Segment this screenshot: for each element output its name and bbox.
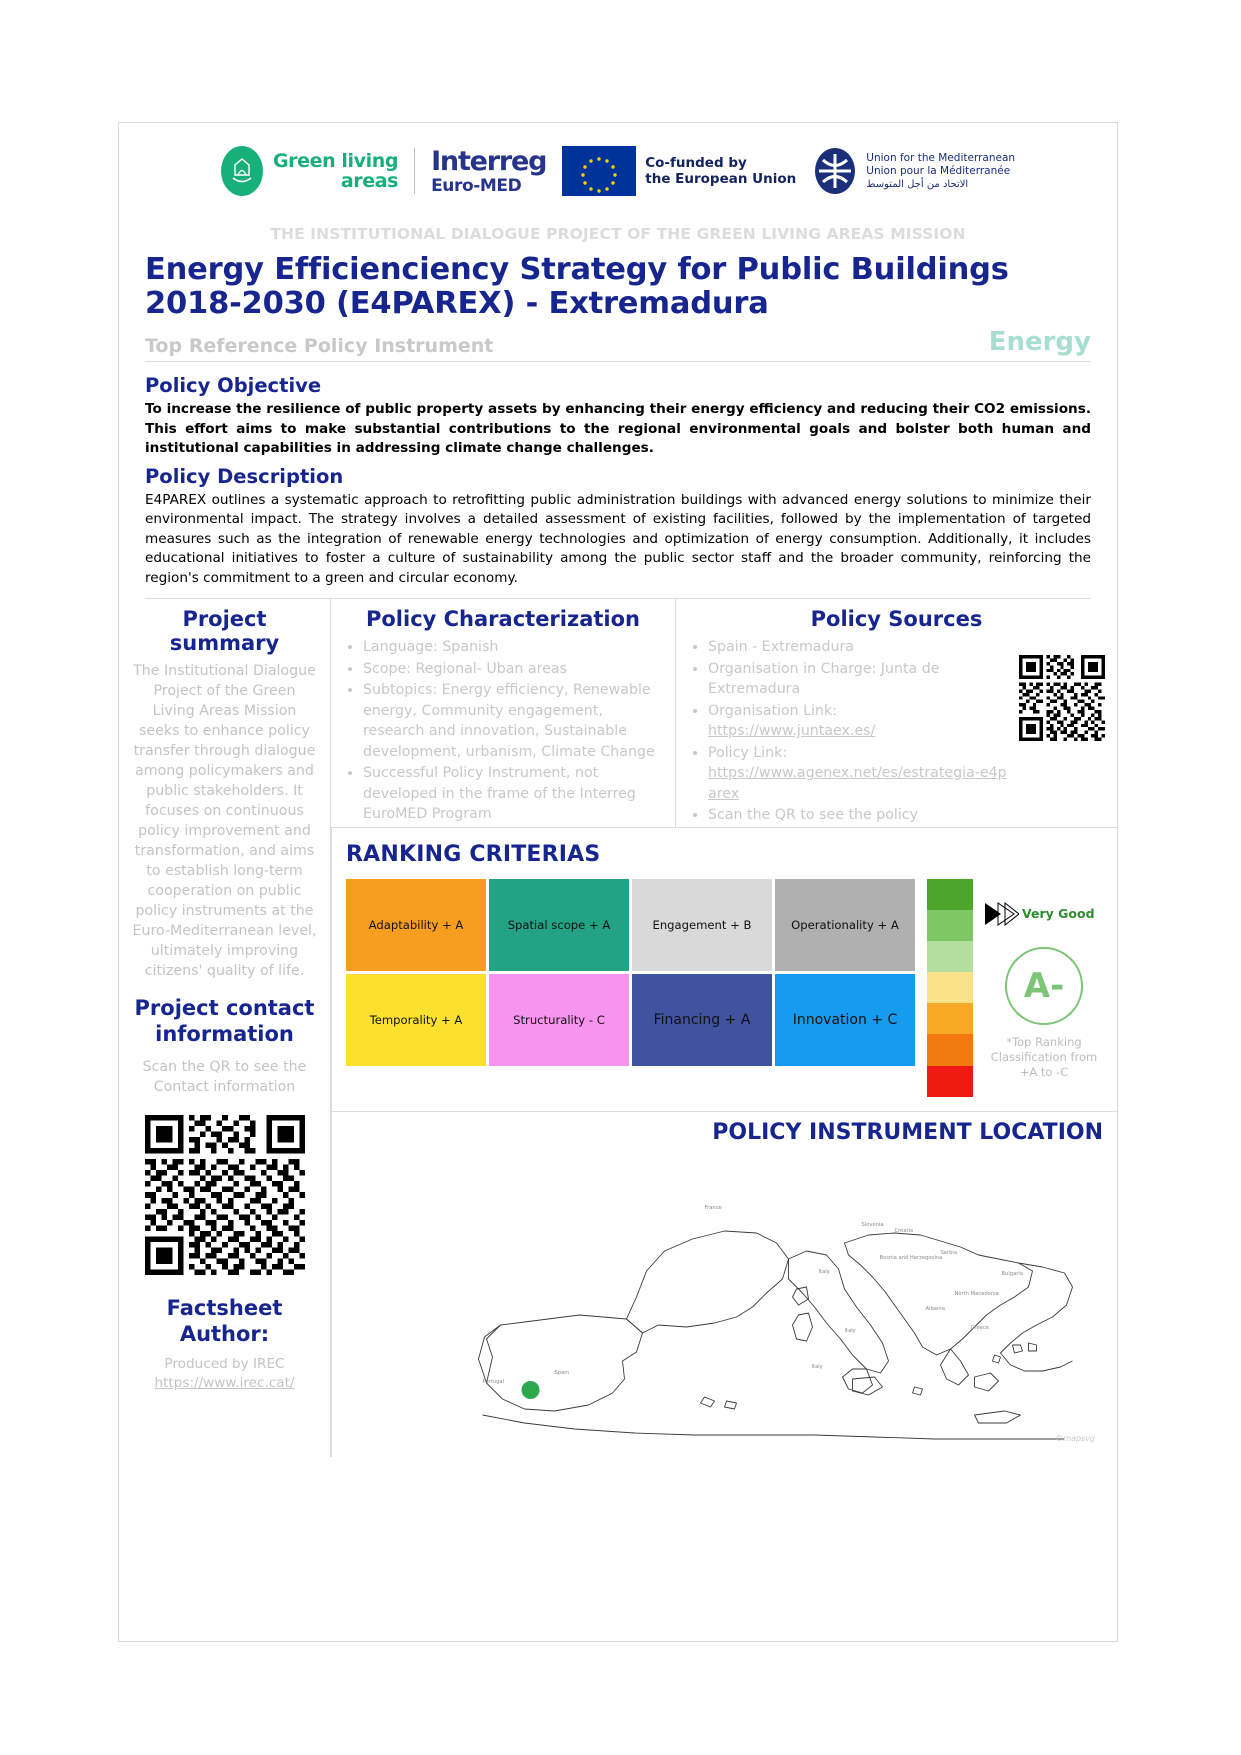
scale-step-5 [927, 1003, 973, 1034]
criterion-structurality [489, 974, 629, 1066]
eu-flag-icon [562, 146, 636, 196]
criterion-label: Financing + A [653, 1011, 751, 1028]
list-item: • Successful Policy Instrument, not developed in the frame of the Interreg EuroMED Program [363, 763, 663, 825]
kicker-text: THE INSTITUTIONAL DIALOGUE PROJECT OF THE GREEN LIVING AREAS MISSION [270, 225, 966, 243]
ufm-line-3: الاتحاد من أجل المتوسط [866, 178, 969, 190]
policy-qr-code[interactable] [1019, 655, 1105, 741]
list-item: • Language: Spanish [363, 637, 663, 658]
instrument-type-label: Top Reference Policy Instrument [145, 335, 494, 357]
factsheet-author-heading: Factsheet Author: [166, 1296, 283, 1346]
criterion-label: Structurality - C [513, 1012, 605, 1027]
location-marker [522, 1381, 540, 1399]
ranking-section [331, 827, 1117, 1111]
criterion-spatial-scope [489, 879, 629, 971]
map-label-north-macedonia: North Macedonia [954, 1290, 999, 1297]
criterion-label: Engagement + B [652, 917, 752, 932]
objective-section [119, 362, 1117, 599]
eu-line-1: Co-funded by [645, 155, 747, 171]
project-contact-heading: Project contact information [134, 996, 315, 1046]
list-item: • Scan the QR to see the policy [708, 805, 1013, 826]
list-item: • Spain - Extremadura [708, 637, 1013, 658]
map-label-albania: Albania [925, 1305, 945, 1312]
rating-label: Very Good [1022, 906, 1095, 921]
policy-sources-list [688, 637, 1013, 827]
map-label-italy-1: Italy [818, 1268, 830, 1275]
map-label-italy-3: Italy [811, 1363, 823, 1370]
policy-characterization-heading: Policy Characterization [365, 607, 640, 631]
page-title [145, 253, 1091, 321]
eu-cofunding-text [645, 155, 796, 187]
scale-step-2 [927, 910, 973, 941]
content-columns [119, 599, 1117, 1457]
list-item [708, 701, 1013, 742]
map-label-spain: Spain [554, 1369, 569, 1376]
map-label-portugal: Portugal [482, 1378, 504, 1385]
project-summary-column [119, 599, 331, 1457]
ranking-color-scale [927, 879, 973, 1097]
map-label-italy-2: Italy [844, 1327, 856, 1334]
eu-cofunding-logo [562, 146, 796, 196]
project-summary-heading: Project summary [169, 607, 280, 655]
criterion-operationality [775, 879, 915, 971]
criterion-label: Innovation + C [792, 1011, 898, 1028]
policy-characterization-list [343, 637, 663, 825]
map-country-labels [483, 1205, 1024, 1385]
map-label-slovenia: Slovenia [861, 1221, 884, 1228]
interreg-euromed-logo [431, 145, 547, 196]
green-living-areas-logo [221, 146, 398, 196]
gla-line-2: areas [340, 170, 399, 192]
policy-sources-body [688, 631, 1105, 827]
policy-link[interactable]: https://www.agenex.net/es/estrategia-e4parex [708, 765, 1007, 802]
eu-line-2: the European Union [645, 171, 797, 187]
criterion-temporality [346, 974, 486, 1066]
criterion-label: Operationality + A [791, 917, 899, 932]
rating-grade: A- [1023, 965, 1065, 1006]
criterion-innovation [775, 974, 915, 1066]
ranking-body [346, 879, 1103, 1097]
objective-text: To increase the resilience of public property assets by enhancing their energy efficiency and reducing their CO2 emissions. This effort aims to make substantial contributions to the regional environmental goals and bolster both human and institutional capabilities in addressing climate change challenges. [145, 401, 1091, 456]
green-living-areas-icon [221, 146, 263, 196]
title-block [119, 209, 1117, 362]
map-label-croatia: Croatia [894, 1227, 914, 1234]
union-for-mediterranean-logo [812, 146, 1015, 196]
map-label-greece: Greece [970, 1324, 989, 1331]
map-label-france: France [704, 1204, 722, 1211]
description-heading: Policy Description [145, 464, 344, 488]
criterion-adaptability [346, 879, 486, 971]
right-stack [331, 599, 1117, 1457]
organisation-link[interactable]: https://www.juntaex.es/ [708, 723, 876, 739]
objective-heading: Policy Objective [145, 374, 322, 397]
scale-step-4 [927, 972, 973, 1003]
interreg-line-1: Interreg [431, 145, 547, 177]
ranking-note: *Top Ranking Classification from +A to -C [990, 1034, 1098, 1079]
organisation-link-label: Organisation Link: [708, 702, 837, 719]
factsheet-sheet [118, 122, 1118, 1642]
factsheet-author-text [129, 1355, 320, 1393]
map-heading: POLICY INSTRUMENT LOCATION [712, 1119, 1103, 1145]
list-item: • Subtopics: Energy efficiency, Renewable energy, Community engagement, research and innovation, Sustainable development, urbanism, Climate Change [363, 680, 663, 762]
map-label-bosnia: Bosnia and Herzegovina [879, 1254, 943, 1261]
criterion-financing [632, 974, 772, 1066]
ufm-text [866, 152, 1015, 191]
ranking-heading: RANKING CRITERIAS [346, 841, 601, 867]
criterion-label: Spatial scope + A [507, 917, 611, 932]
ufm-line-1: Union for the Mediterranean [866, 151, 1016, 164]
ufm-line-2: Union pour la Méditerranée [866, 164, 1011, 177]
rating-grade-circle [1005, 947, 1083, 1025]
logo-divider-1 [414, 148, 415, 194]
list-item [708, 743, 1013, 805]
contact-qr-code[interactable] [145, 1115, 305, 1275]
criterion-label: Temporality + A [369, 1012, 463, 1027]
logo-bar [119, 123, 1117, 209]
project-contact-text: Scan the QR to see the Contact information [142, 1059, 307, 1095]
mediterranean-map[interactable] [346, 1147, 1103, 1447]
policy-link-label: Policy Link: [708, 744, 788, 761]
green-living-areas-wordmark [273, 151, 398, 191]
policy-characterization-column [331, 599, 676, 827]
double-arrow-icon [985, 901, 1019, 927]
ranking-grade-panel [985, 879, 1103, 1080]
scale-step-3 [927, 941, 973, 972]
scale-step-7 [927, 1066, 973, 1097]
page-title-line-2: 2018-2030 (E4PAREX) - Extremadura [145, 286, 769, 321]
topic-badge: Energy [988, 327, 1091, 357]
map-label-serbia: Serbia [940, 1249, 958, 1256]
policy-sources-heading: Policy Sources [810, 607, 983, 631]
criterion-engagement [632, 879, 772, 971]
map-label-bulgaria: Bulgaria [1001, 1270, 1024, 1277]
ufm-icon [812, 146, 858, 196]
criterion-label: Adaptability + A [368, 917, 464, 932]
description-text: E4PAREX outlines a systematic approach to retrofitting public administration buildings with advanced energy solutions to minimize their environmental impact. The strategy involves a detailed assessment of existing facilities, followed by the implementation of targeted measures such as the integration of renewable energy technologies and optimization of energy consumption. Additionally, it includes educational initiatives to foster a culture of sustainability among the public sector staff and the broader community, reinforcing the region's commitment to a green and circular economy. [145, 491, 1091, 586]
gla-line-1: Green living [272, 150, 399, 172]
map-section [331, 1111, 1117, 1457]
ranking-criteria-grid [346, 879, 915, 1066]
scale-step-6 [927, 1034, 973, 1065]
subtitle-row [145, 321, 1091, 362]
list-item: • Organisation in Charge: Junta de Extremadura [708, 659, 1013, 700]
rating-pointer-row [985, 901, 1103, 927]
map-credit: ©mapsvg [1055, 1433, 1095, 1443]
interreg-line-2: Euro-MED [431, 175, 522, 196]
factsheet-author-producer: Produced by IREC [164, 1356, 285, 1372]
project-summary-text: The Institutional Dialogue Project of the Green Living Areas Mission seeks to enhance policy transfer through dialogue among policymakers and public stakeholders. It focuses on continuous policy improvement and transformation, and aims to establish long-term cooperation on public policy instruments at the Euro-Mediterranean level, ultimately improving citizens' quality of life. [132, 663, 317, 979]
page-title-line-1: Energy Efficienciency Strategy for Public Buildings [145, 252, 1009, 287]
scale-step-1 [927, 879, 973, 910]
list-item: • Scope: Regional- Uban areas [363, 659, 663, 680]
factsheet-author-link[interactable]: https://www.irec.cat/ [154, 1375, 295, 1391]
policy-sources-column [676, 599, 1117, 827]
